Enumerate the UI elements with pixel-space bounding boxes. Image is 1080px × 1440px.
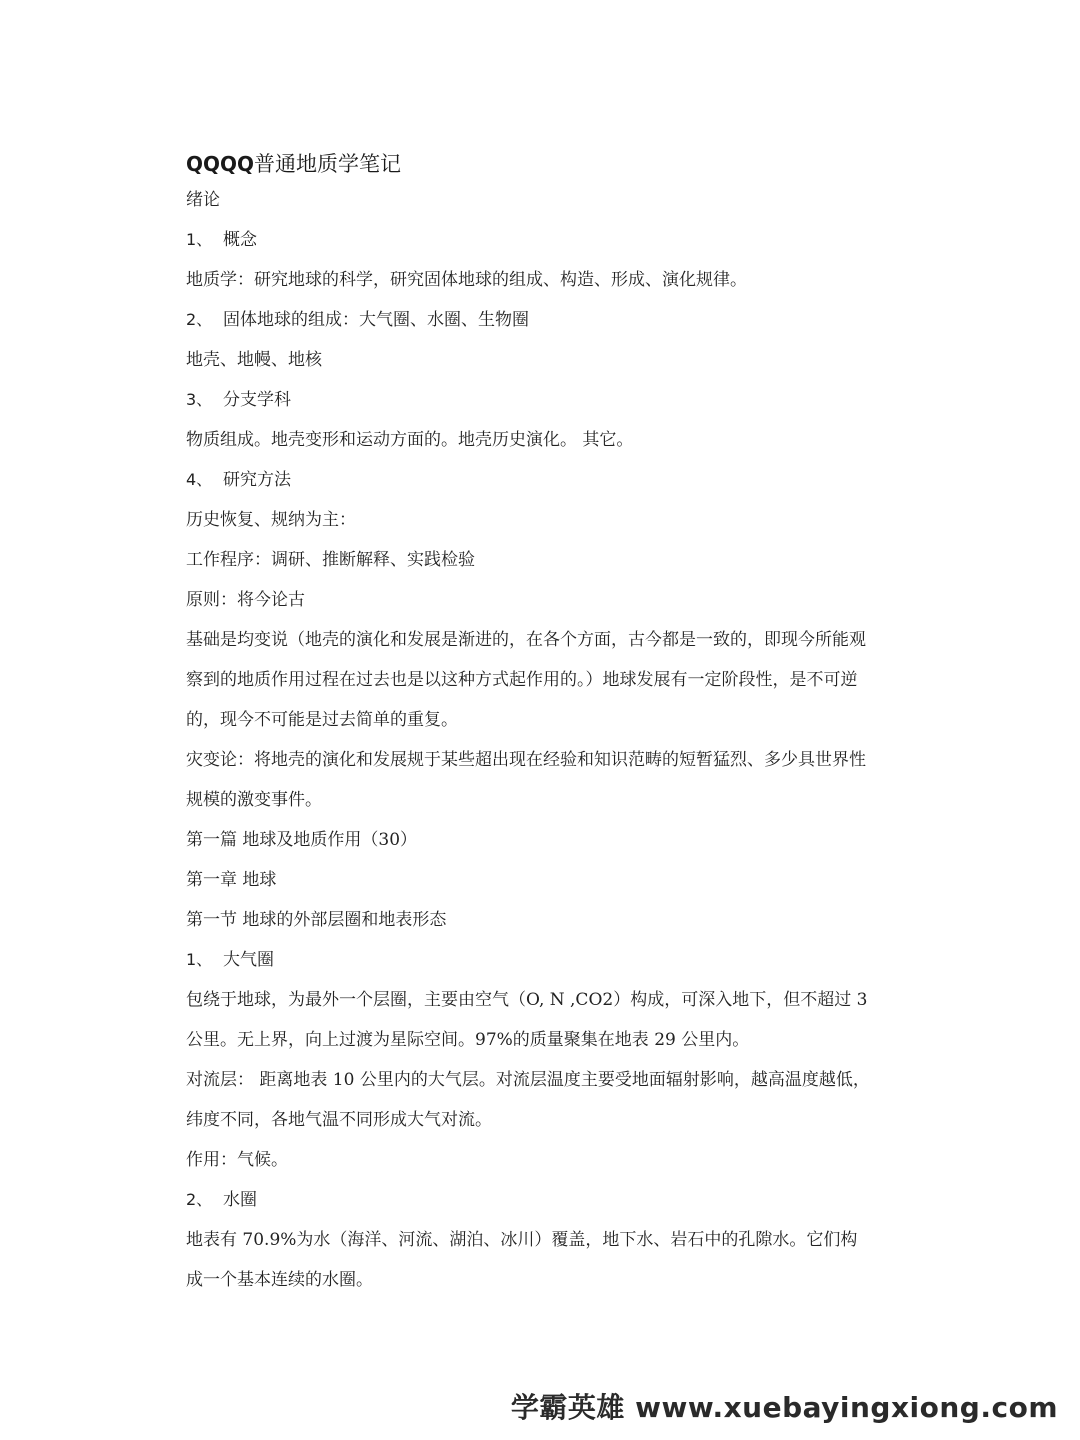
paragraph-line: 包绕于地球，为最外一个层圈，主要由空气（O, N ,CO2）构成，可深入地下，但不超过 3 <box>186 990 868 1010</box>
title-text: 普通地质学笔记 <box>254 152 402 176</box>
section-number: 4、 <box>186 470 213 489</box>
section-number: 2、 <box>186 310 213 329</box>
section-heading <box>186 300 906 340</box>
atmosphere-paragraph <box>186 980 906 1060</box>
paragraph-line: 对流层： 距离地表 10 公里内的大气层。对流层温度主要受地面辐射影响，越高温度越低， <box>186 1070 870 1090</box>
text-line: 物质组成。地壳变形和运动方面的。地壳历史演化。 其它。 <box>186 430 634 450</box>
section-label: 概念 <box>223 230 257 250</box>
uniformitarianism-paragraph <box>186 620 906 740</box>
section-heading <box>186 220 906 260</box>
section-label: 研究方法 <box>223 470 291 490</box>
text-line: 地质学：研究地球的科学，研究固体地球的组成、构造、形成、演化规律。 <box>186 270 747 290</box>
paragraph-line: 基础是均变说（地壳的演化和发展是渐进的，在各个方面，古今都是一致的，即现今所能观 <box>186 630 866 650</box>
section-number: 2、 <box>186 1190 213 1209</box>
paragraph-line: 成一个基本连续的水圈。 <box>186 1270 373 1290</box>
hydrosphere-paragraph <box>186 1220 906 1300</box>
section-label: 水圈 <box>223 1190 257 1210</box>
intro-heading: 绪论 <box>186 190 220 210</box>
section-number: 1、 <box>186 950 213 969</box>
paragraph-line: 公里。无上界，向上过渡为星际空间。97%的质量聚集在地表 29 公里内。 <box>186 1030 750 1050</box>
text-line: 地壳、地幔、地核 <box>186 350 322 370</box>
site-watermark: 学霸英雄 www.xuebayingxiong.com <box>510 1391 1058 1424</box>
section-number: 3、 <box>186 390 213 409</box>
document-title <box>186 148 906 180</box>
paragraph-line: 地表有 70.9%为水（海洋、河流、湖泊、冰川）覆盖，地下水、岩石中的孔隙水。它们构 <box>186 1230 858 1250</box>
chapter-heading: 第一章 地球 <box>186 870 277 890</box>
catastrophism-paragraph <box>186 740 906 820</box>
title-prefix: QQQQ <box>186 152 255 176</box>
text-line: 作用：气候。 <box>186 1150 288 1170</box>
section-label: 大气圈 <box>223 950 274 970</box>
troposphere-paragraph <box>186 1060 906 1140</box>
paragraph-line: 灾变论：将地壳的演化和发展规于某些超出现在经验和知识范畴的短暂猛烈、多少具世界性 <box>186 750 866 770</box>
paragraph-line: 纬度不同，各地气温不同形成大气对流。 <box>186 1110 492 1130</box>
section-number: 1、 <box>186 230 213 249</box>
section-heading <box>186 460 906 500</box>
section-heading <box>186 380 906 420</box>
paragraph-line: 察到的地质作用过程在过去也是以这种方式起作用的。）地球发展有一定阶段性，是不可逆 <box>186 670 858 690</box>
paragraph-line: 的，现今不可能是过去简单的重复。 <box>186 710 458 730</box>
section-label: 固体地球的组成：大气圈、水圈、生物圈 <box>223 310 529 330</box>
atmosphere-heading <box>186 940 906 980</box>
hydrosphere-heading <box>186 1180 906 1220</box>
text-line: 工作程序：调研、推断解释、实践检验 <box>186 550 475 570</box>
document-body <box>186 148 906 1300</box>
text-line: 原则：将今论古 <box>186 590 305 610</box>
part-heading: 第一篇 地球及地质作用（30） <box>186 830 418 850</box>
subsection-heading: 第一节 地球的外部层圈和地表形态 <box>186 910 447 930</box>
text-line: 历史恢复、规纳为主： <box>186 510 356 530</box>
paragraph-line: 规模的激变事件。 <box>186 790 322 810</box>
section-label: 分支学科 <box>223 390 291 410</box>
